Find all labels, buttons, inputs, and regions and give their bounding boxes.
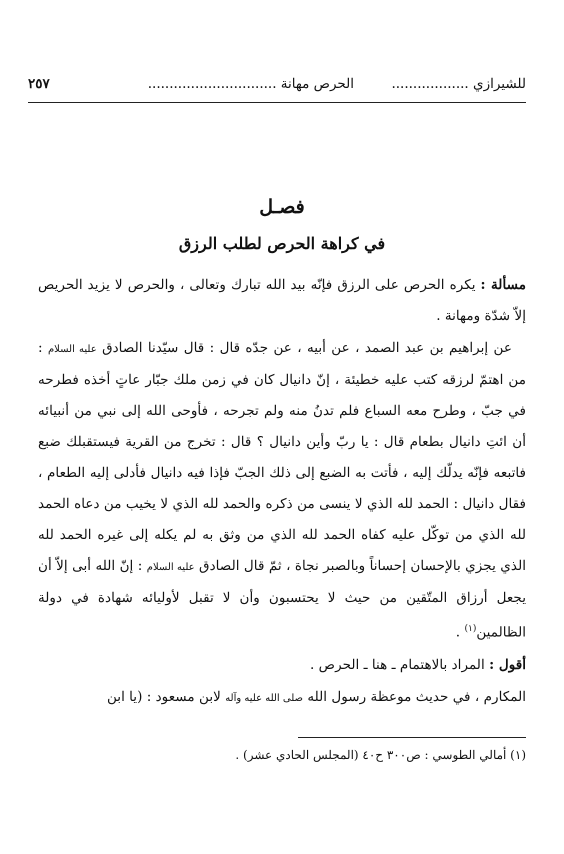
masala-label: مسألة : (480, 277, 526, 293)
paragraph-masala (38, 270, 526, 332)
footnote-divider (298, 737, 526, 738)
body-text (38, 270, 526, 715)
header-divider (28, 102, 526, 103)
makarim-text-2: لابن مسعود : (يا ابن (106, 688, 226, 705)
header-chapter: الحرص مهانة .............................. (147, 76, 354, 92)
header-author: للشيرازي .................. (391, 76, 526, 92)
honorific-salla-allah: صلى الله عليه وآله (225, 692, 304, 704)
aqool-label: أقول : (489, 656, 526, 673)
honorific-alayhi-salam-2: عليه السلام (146, 562, 195, 573)
hadith-end: . (455, 624, 465, 641)
hadith-text-2: : إنّ الله أبى إلاّ أن يجعل أرزاق المتّقين من حيث لا يحتسبون وأن لا تقبل لأوليائه شهادة في دولة الظالمين (38, 558, 526, 641)
page-number: ٢٥٧ (28, 76, 50, 92)
paragraph-makarim (38, 682, 526, 714)
section-subtitle: في كراهة الحرص لطلب الرزق (178, 234, 386, 253)
paragraph-hadith (38, 333, 526, 649)
running-header (28, 76, 526, 100)
section-title: فصـل (259, 196, 305, 218)
masala-text: يكره الحرص على الرزق فإنّه بيد الله تبارك وتعالى ، والحرص لا يزيد الحريص إلاّ شدّة ومهانة . (38, 277, 526, 324)
honorific-alayhi-salam: عليه السلام (47, 344, 97, 355)
footnote: (١) أمالي الطوسي : ص٣٠٠ ح٤٠ (المجلس الحادي عشر) . (235, 748, 526, 762)
aqool-text: المراد بالاهتمام ـ هنا ـ الحرص . (310, 656, 490, 673)
paragraph-aqool (38, 650, 526, 681)
footnote-ref[interactable]: (١) (464, 624, 477, 634)
hadith-chain: عن إبراهيم بن عبد الصمد ، عن أبيه ، عن جدّه قال : قال سيّدنا الصادق (102, 340, 513, 356)
hadith-text-1: : من اهتمّ لرزقه كتب عليه خطيئة ، إنّ دانيال كان في زمن ملك جبّار عاتٍ أخذه فطرحه في جبّ ، وطرح معه السباع فلم تدنُ منه ولم تجرحه ، فأوحى الله إلى نبي من أنبيائه أن ائتِ دانيال بطعام قال : يا ربّ وأين دانيال ؟ قال : تخرج من القرية فيستقبلك ضبع فاتبعه فإنّه يدلّك إليه ، فأتت به الضبع إلى ذلك الجبّ فإذا فيه دانيال فأدلى إليه الطعام ، فقال دانيال : الحمد لله الذي لا ينسى من ذكره والحمد لله الذي لا يخيب من دعاه الحمد لله الذي من توكّل عليه كفاه الحمد لله الذي من وثق به لم يكله إلى غيره الحمد لله الذي يجزي بالإحسان إحساناً وبالصبر نجاة ، ثمّ قال الصادق (38, 340, 526, 574)
makarim-text-1: المكارم ، في حديث موعظة رسول الله (307, 688, 526, 705)
